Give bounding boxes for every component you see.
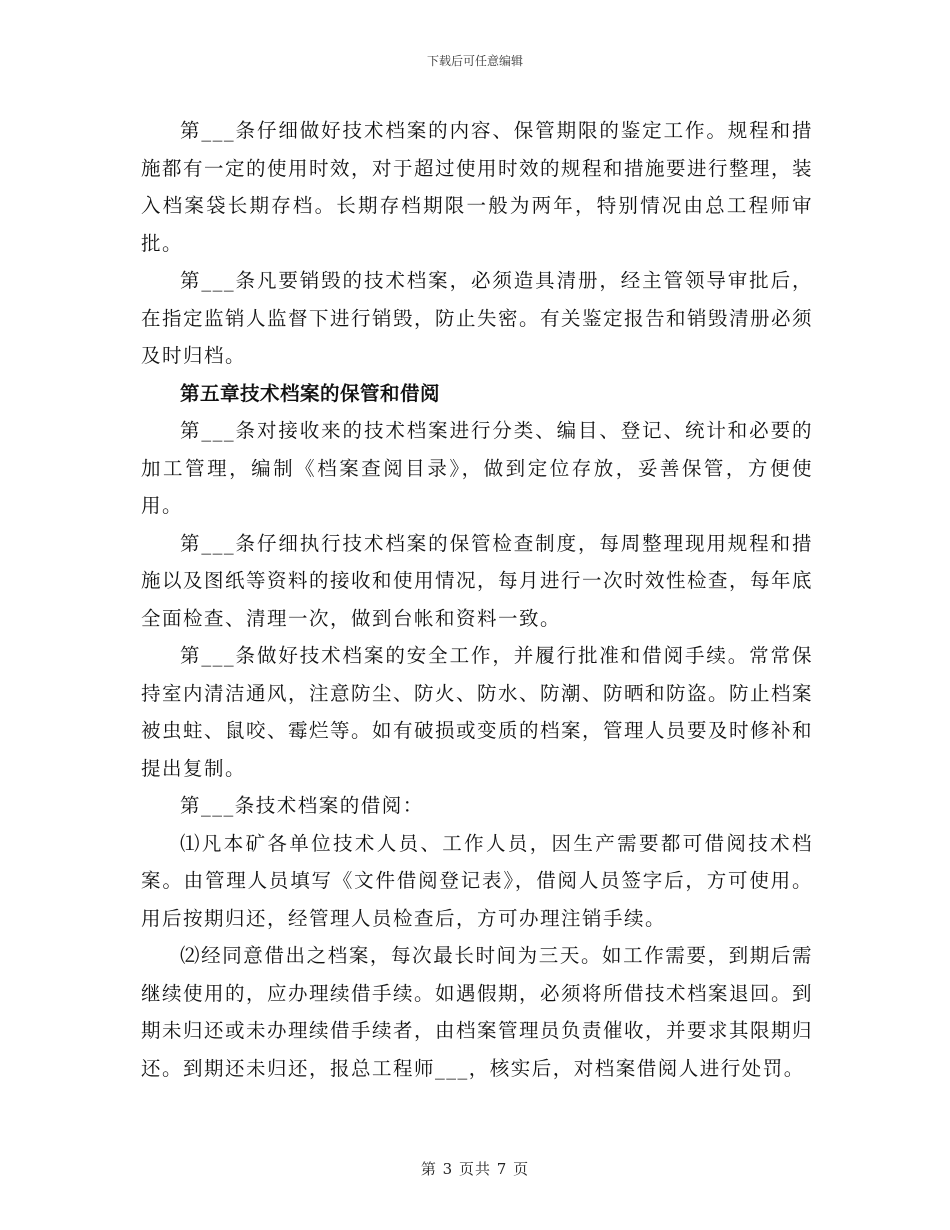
article-appraisal-paragraph: 第___条仔细做好技术档案的内容、保管期限的鉴定工作。规程和措施都有一定的使用时效，对于超过使用时效的规程和措施要进行整理，装入档案袋长期存档。长期存档期限一般为两年，特别情况由总工程师审批。	[141, 119, 814, 255]
article-borrowing-paragraph: 第___条技术档案的借阅：	[180, 794, 424, 817]
borrowing-item-1: ⑴凡本矿各单位技术人员、工作人员，因生产需要都可借阅技术档案。由管理人员填写《文件借阅登记表》，借阅人员签字后，方可使用。用后按期归还，经管理人员检查后，方可办理注销手续。	[141, 831, 813, 930]
article-classification-paragraph: 第___条对接收来的技术档案进行分类、编目、登记、统计和必要的加工管理，编制《档案查阅目录》，做到定位存放，妥善保管，方便使用。	[141, 419, 813, 517]
borrowing-item-2: ⑵经同意借出之档案，每次最长时间为三天。如工作需要，到期后需继续使用的，应办理续借手续。如遇假期，必须将所借技术档案退回。到期未归还或未办理续借手续者，由档案管理员负责催收，并要求其限期归还。到期还未归还，报总工程师___，核实后，对档案借阅人进行处罚。	[141, 944, 814, 1080]
document-body	[141, 112, 813, 1087]
page-number: 第 3 页共 7 页	[420, 1160, 530, 1178]
page-header: 下载后可任意编辑	[426, 54, 523, 68]
article-inspection-paragraph: 第___条仔细执行技术档案的保管检查制度，每周整理现用规程和措施以及图纸等资料的接收和使用情况，每月进行一次时效性检查，每年底全面检查、清理一次，做到台帐和资料一致。	[141, 531, 814, 630]
article-safety-paragraph: 第___条做好技术档案的安全工作，并履行批准和借阅手续。常常保持室内清洁通风，注意防尘、防火、防水、防潮、防晒和防盗。防止档案被虫蛀、鼠咬、霉烂等。如有破损或变质的档案，管理人员要及时修补和提出复制。	[141, 644, 814, 780]
chapter-heading: 第五章技术档案的保管和借阅	[180, 381, 441, 405]
article-destruction-paragraph: 第___条凡要销毁的技术档案，必须造具清册，经主管领导审批后，在指定监销人监督下进行销毁，防止失密。有关鉴定报告和销毁清册必须及时归档。	[141, 269, 814, 367]
